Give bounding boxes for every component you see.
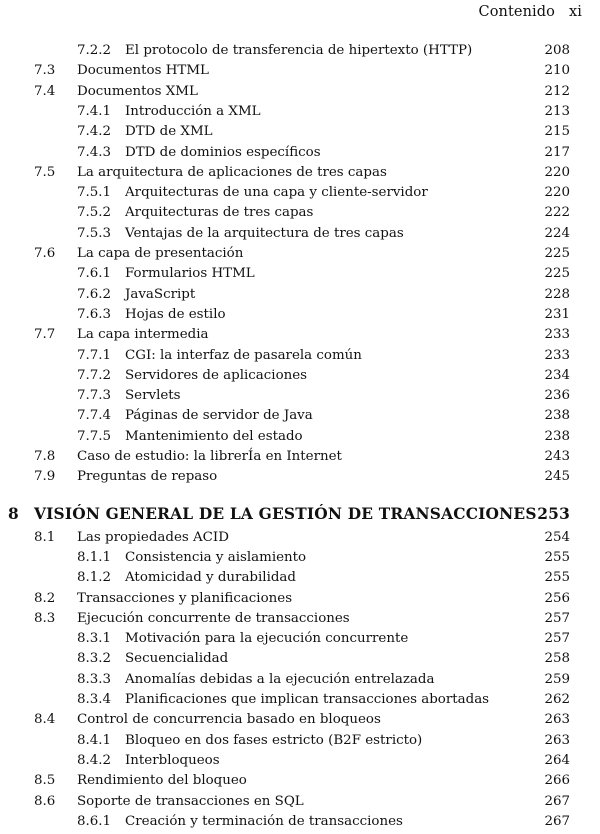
toc-entry-page: 220	[544, 164, 570, 180]
toc-subsection-row[interactable]	[0, 751, 600, 771]
toc-entry-number: 7.7.2	[77, 367, 112, 383]
toc-entry-title: Anomalías debidas a la ejecución entrelazada	[125, 671, 435, 687]
toc-entry-title: Consistencia y aislamiento	[125, 549, 307, 565]
toc-subsection-row[interactable]	[0, 143, 600, 163]
toc-entry-page: 238	[544, 428, 570, 444]
toc-entry-number: 7.3	[34, 63, 56, 79]
toc-entry-title: Introducción a XML	[125, 103, 261, 119]
header-section-title: Contenido	[478, 4, 555, 20]
toc-entry-number: 8.3	[34, 610, 56, 626]
toc-entry-number: 7.6.3	[77, 306, 112, 322]
toc-section-row[interactable]	[0, 61, 600, 81]
toc-entry-number: 8.3.2	[77, 651, 112, 667]
toc-entry-page: 257	[544, 610, 570, 626]
toc-entry-page: 222	[544, 205, 570, 221]
toc-subsection-row[interactable]	[0, 264, 600, 284]
toc-entry-page: 225	[544, 266, 570, 282]
toc-entry-title: Rendimiento del bloqueo	[77, 773, 247, 789]
toc-entry-title: Caso de estudio: la librerÍa en Internet	[77, 449, 342, 464]
toc-entry-page: 213	[544, 103, 570, 119]
toc-entry-title: Páginas de servidor de Java	[125, 408, 313, 424]
toc-subsection-row[interactable]	[0, 568, 600, 588]
toc-entry-number: 8.1.1	[77, 549, 112, 565]
toc-entry-title: Hojas de estilo	[125, 306, 226, 322]
toc-entry-number: 7.5	[34, 164, 56, 180]
toc-entry-title: Preguntas de repaso	[77, 469, 218, 485]
toc-entry-number: 7.7.3	[77, 388, 112, 404]
toc-subsection-row[interactable]	[0, 812, 600, 832]
toc-entry-number: 7.8	[34, 449, 56, 464]
toc-entry-title: Atomicidad y durabilidad	[125, 570, 296, 586]
toc-entry-page: 255	[544, 549, 570, 565]
toc-entry-title: Motivación para la ejecución concurrente	[125, 631, 409, 647]
toc-entry-number: 7.6	[34, 246, 56, 261]
toc-entry-title: Soporte de transacciones en SQL	[77, 793, 304, 809]
toc-entry-page: 258	[544, 651, 570, 667]
toc-entry-title: Planificaciones que implican transacciones abortadas	[125, 692, 490, 707]
toc-entry-number: 7.6.1	[77, 266, 112, 282]
toc-entry-page: 253	[537, 504, 570, 523]
toc-entry-title: La arquitectura de aplicaciones de tres capas	[77, 164, 387, 180]
toc-entry-title: El protocolo de transferencia de hipertexto (HTTP)	[125, 43, 473, 58]
toc-subsection-row[interactable]	[0, 203, 600, 223]
toc-subsection-row[interactable]	[0, 285, 600, 305]
toc-entry-page: 231	[544, 306, 570, 322]
toc-entry-title: Bloqueo en dos fases estricto (B2F estricto)	[125, 732, 423, 748]
toc-entry-number: 7.6.2	[77, 286, 112, 302]
toc-entry-page: 263	[544, 732, 570, 748]
toc-subsection-row[interactable]	[0, 690, 600, 710]
toc-entry-number: 8.4	[34, 712, 56, 728]
toc-entry-number: 7.4.2	[77, 124, 112, 140]
toc-entry-number: 7.5.2	[77, 205, 112, 221]
toc-entry-page: 267	[544, 793, 570, 809]
toc-entry-title: Formularios HTML	[125, 266, 255, 282]
toc-entry-page: 243	[544, 449, 570, 464]
toc-subsection-row[interactable]	[0, 305, 600, 325]
toc-subsection-row[interactable]	[0, 224, 600, 244]
toc-entry-number: 8.5	[34, 773, 56, 789]
toc-subsection-row[interactable]	[0, 629, 600, 649]
toc-entry-number: 7.4.3	[77, 144, 112, 160]
toc-section-row[interactable]	[0, 325, 600, 345]
toc-entry-title: Interbloqueos	[125, 752, 220, 768]
toc-entry-title: Transacciones y planificaciones	[77, 590, 293, 606]
toc-subsection-row[interactable]	[0, 102, 600, 122]
toc-entry-title: CGI: la interfaz de pasarela común	[125, 347, 362, 363]
toc-entry-page: 263	[544, 712, 570, 728]
toc-entry-number: 7.5.3	[77, 225, 112, 241]
toc-entry-number: 8.6	[34, 793, 56, 809]
toc-subsection-row[interactable]	[0, 366, 600, 386]
toc-entry-page: 225	[544, 246, 570, 261]
toc-section-row[interactable]	[0, 82, 600, 102]
toc-entry-number: 7.4.1	[77, 103, 112, 119]
toc-entry-number: 7.7.1	[77, 347, 112, 363]
toc-section-row[interactable]	[0, 163, 600, 183]
toc-entry-page: 266	[544, 773, 570, 789]
toc-entry-title: Las propiedades ACID	[77, 529, 229, 545]
header-page-number: xi	[568, 4, 582, 20]
toc-entry-number: 8.1.2	[77, 570, 112, 586]
toc-entry-page: 245	[544, 469, 570, 485]
toc-entry-page: 208	[544, 43, 570, 58]
toc-entry-number: 8.4.1	[77, 732, 112, 748]
toc-entry-page: 224	[544, 225, 570, 241]
toc-subsection-row[interactable]	[0, 406, 600, 426]
toc-entry-title: Documentos HTML	[77, 63, 209, 79]
toc-entry-number: 8.1	[34, 529, 56, 545]
toc-entry-page: 262	[544, 692, 570, 707]
toc-entry-title: Servidores de aplicaciones	[125, 367, 308, 383]
toc-entry-title: DTD de XML	[125, 124, 213, 140]
toc-entry-title: Mantenimiento del estado	[125, 428, 303, 444]
toc-subsection-row[interactable]	[0, 649, 600, 669]
toc-entry-page: 210	[544, 63, 570, 79]
toc-entry-page: 256	[544, 590, 570, 606]
toc-entry-title: Documentos XML	[77, 83, 198, 99]
toc-entry-page: 220	[544, 185, 570, 201]
toc-section-row[interactable]	[0, 792, 600, 812]
toc-section-row[interactable]	[0, 467, 600, 487]
toc-subsection-row[interactable]	[0, 670, 600, 690]
toc-subsection-row[interactable]	[0, 183, 600, 203]
toc-entry-page: 233	[544, 327, 570, 343]
toc-entry-number: 8.3.4	[77, 692, 112, 707]
toc-entry-page: 217	[544, 144, 570, 160]
toc-entry-title: Ventajas de la arquitectura de tres capas	[125, 225, 404, 241]
toc-entry-page: 228	[544, 286, 570, 302]
toc-subsection-row[interactable]	[0, 427, 600, 447]
toc-section-row[interactable]	[0, 771, 600, 791]
toc-subsection-row[interactable]	[0, 41, 600, 61]
toc-entry-title: Creación y terminación de transacciones	[125, 813, 403, 829]
toc-section-row[interactable]	[0, 589, 600, 609]
toc-section-row[interactable]	[0, 609, 600, 629]
toc-entry-number: 8.2	[34, 590, 56, 606]
toc-subsection-row[interactable]	[0, 386, 600, 406]
toc-entry-number: 7.4	[34, 83, 56, 99]
toc-entry-page: 238	[544, 408, 570, 424]
toc-entry-number: 8.6.1	[77, 813, 112, 829]
toc-entry-number: 8.4.2	[77, 752, 112, 768]
toc-entry-page: 267	[544, 813, 570, 829]
toc-entry-title: Servlets	[125, 388, 181, 404]
toc-entry-title: VISIÓN GENERAL DE LA GESTIÓN DE TRANSACCIONES	[34, 504, 537, 523]
toc-entry-page: 236	[544, 388, 570, 404]
toc-subsection-row[interactable]	[0, 122, 600, 142]
toc-section-row[interactable]	[0, 710, 600, 730]
toc-entry-title: JavaScript	[125, 286, 196, 302]
toc-subsection-row[interactable]	[0, 548, 600, 568]
toc-entry-title: Control de concurrencia basado en bloqueos	[77, 712, 381, 728]
toc-entry-page: 264	[544, 752, 570, 768]
toc-section-row[interactable]	[0, 244, 600, 264]
toc-entry-number: 7.7.5	[77, 428, 112, 444]
toc-entry-number: 7.9	[34, 469, 56, 485]
toc-subsection-row[interactable]	[0, 731, 600, 751]
toc-entry-page: 254	[544, 529, 570, 545]
toc-section-row[interactable]	[0, 447, 600, 467]
toc-entry-number: 8.3.3	[77, 671, 112, 687]
toc-entry-title: DTD de dominios específicos	[125, 144, 321, 160]
toc-entry-number: 7.5.1	[77, 185, 112, 201]
toc-entry-title: Arquitecturas de una capa y cliente-servidor	[125, 185, 428, 201]
toc-entry-title: Arquitecturas de tres capas	[125, 205, 314, 221]
toc-entry-title: Secuencialidad	[125, 651, 229, 667]
toc-entry-number: 8	[8, 504, 19, 523]
toc-entry-title: La capa intermedia	[77, 327, 209, 343]
toc-entry-title: La capa de presentación	[77, 246, 244, 261]
toc-entry-page: 234	[544, 367, 570, 383]
toc-subsection-row[interactable]	[0, 346, 600, 366]
toc-entry-title: Ejecución concurrente de transacciones	[77, 610, 350, 626]
toc-entry-number: 7.7.4	[77, 408, 112, 424]
toc-entry-page: 233	[544, 347, 570, 363]
toc-entry-number: 7.7	[34, 327, 56, 343]
toc-entry-page: 255	[544, 570, 570, 586]
toc-entry-number: 8.3.1	[77, 631, 112, 647]
toc-chapter-row[interactable]	[0, 504, 600, 524]
toc-entry-page: 215	[544, 124, 570, 140]
toc-entry-page: 257	[544, 631, 570, 647]
toc-entry-page: 259	[544, 671, 570, 687]
toc-entry-number: 7.2.2	[77, 43, 112, 58]
toc-section-row[interactable]	[0, 528, 600, 548]
toc-entry-page: 212	[544, 83, 570, 99]
